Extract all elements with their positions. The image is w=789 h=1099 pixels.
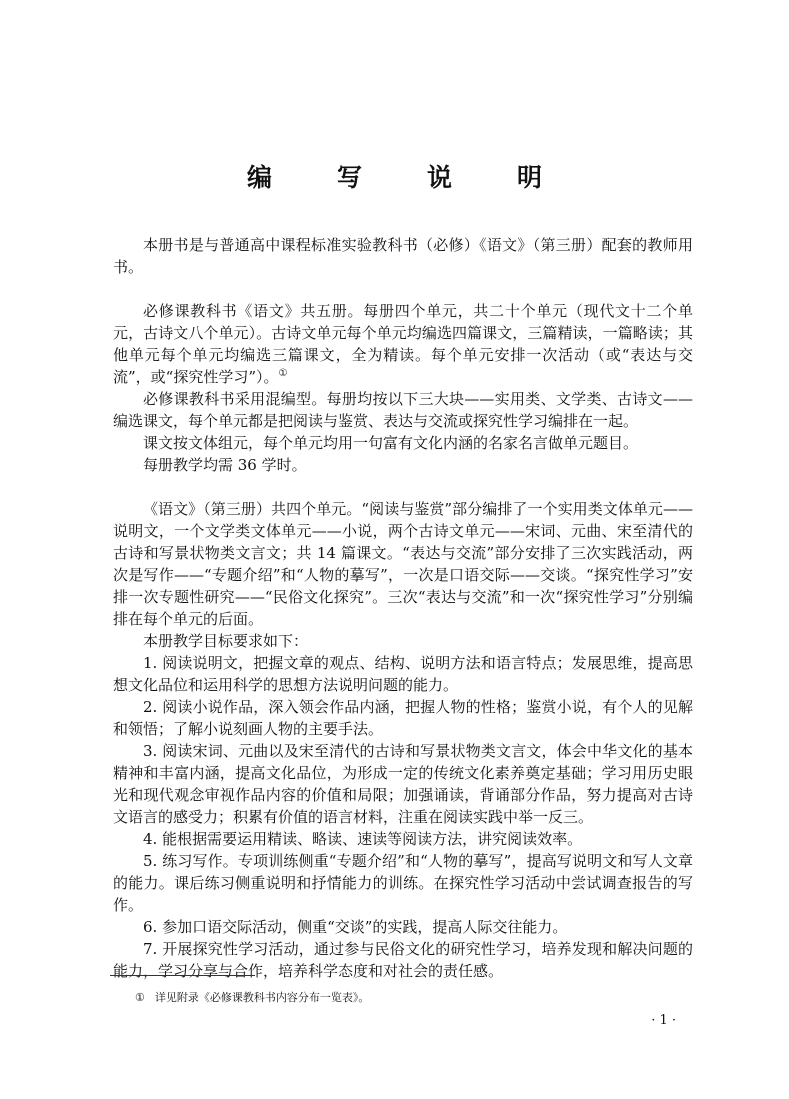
goal-item-5: 5. 练习写作。专项训练侧重“专题介绍”和“人物的摹写”，提高写说明文和写人文章的能力。课后练习侧重说明和抒情能力的训练。在探究性学习活动中尝试调查报告的写作。 [113,852,693,914]
footnote-text: 详见附录《必修课教科书内容分布一览表》。 [154,991,370,1004]
goal-item-6: 6. 参加口语交际活动，侧重“交谈”的实践，提高人际交往能力。 [143,918,568,936]
structure-paragraph-1 [113,300,693,388]
volume-paragraph-2: 本册教学目标要求如下： [143,632,309,650]
goal-item-4: 4. 能根据需要运用精读、略读、速读等阅读方法，讲究阅读效率。 [143,830,583,848]
footnote-reference[interactable]: ① [278,368,288,379]
goal-item-2: 2. 阅读小说作品，深入领会作品内涵，把握人物的性格；鉴赏小说，有个人的见解和领悟；了解小说刻画人物的主要手法。 [113,698,693,738]
footnote [135,990,369,1006]
footnote-divider [110,975,255,976]
volume-paragraph-1: 《语文》（第三册）共四个单元。“阅读与鉴赏”部分编排了一个实用类文体单元——说明文，一个文学类文体单元——小说，两个古诗文单元——宋词、元曲、宋至清代的古诗和写景状物类文言文；共 14 篇课文。“表达与交流”部分安排了三次实践活动，两次是写作——“专题介绍”和“人物的摹写”，一次是口语交际——交谈。“探究性学习”安排一次专题性研究——“民俗文化探究”。三次“表达与交流”和一次“探究性学习”分别编排在每个单元的后面。 [113,500,693,628]
goal-item-3: 3. 阅读宋词、元曲以及宋至清代的古诗和写景状物类文言文，体会中华文化的基本精神和丰富内涵，提高文化品位，为形成一定的传统文化素养奠定基础；学习用历史眼光和现代观念审视作品内容的价值和局限；加强诵读，背诵部分作品，努力提高对古诗文语言的感受力；积累有价值的语言材料，注重在阅读实践中举一反三。 [113,742,693,826]
footnote-mark: ① [135,991,145,1004]
page-title: 编 写 说 明 [246,163,562,192]
goal-item-1: 1. 阅读说明文，把握文章的观点、结构、说明方法和语言特点；发展思维，提高思想文化品位和运用科学的思想方法说明问题的能力。 [113,654,693,694]
goal-item-7: 7. 开展探究性学习活动，通过参与民俗文化的研究性学习，培养发现和解决问题的能力，学习分享与合作，培养科学态度和对社会的责任感。 [113,940,693,980]
intro-paragraph: 本册书是与普通高中课程标准实验教科书（必修）《语文》（第三册）配套的教师用书。 [113,236,693,276]
page-number: · 1 · [651,1013,676,1028]
paragraph-gap [113,278,693,300]
structure-paragraph-3: 课文按文体组元，每个单元均用一句富有文化内涵的名家名言做单元题目。 [143,434,639,452]
structure-paragraph-4: 每册教学均需 36 学时。 [143,456,307,474]
structure-paragraph-2: 必修课教科书采用混编型。每册均按以下三大块——实用类、文学类、古诗文——编选课文，每个单元都是把阅读与鉴赏、表达与交流或探究性学习编排在一起。 [113,390,693,430]
paragraph-gap [113,476,693,498]
structure-paragraph-1-text: 必修课教科书《语文》共五册。每册四个单元，共二十个单元（现代文十二个单元，古诗文八个单元）。古诗文单元每个单元均编选四篇课文，三篇精读，一篇略读；其他单元每个单元均编选三篇课文，全为精读。每个单元安排一次活动（或“表达与交流”，或“探究性学习”）。 [113,302,693,386]
body-text [113,234,693,982]
